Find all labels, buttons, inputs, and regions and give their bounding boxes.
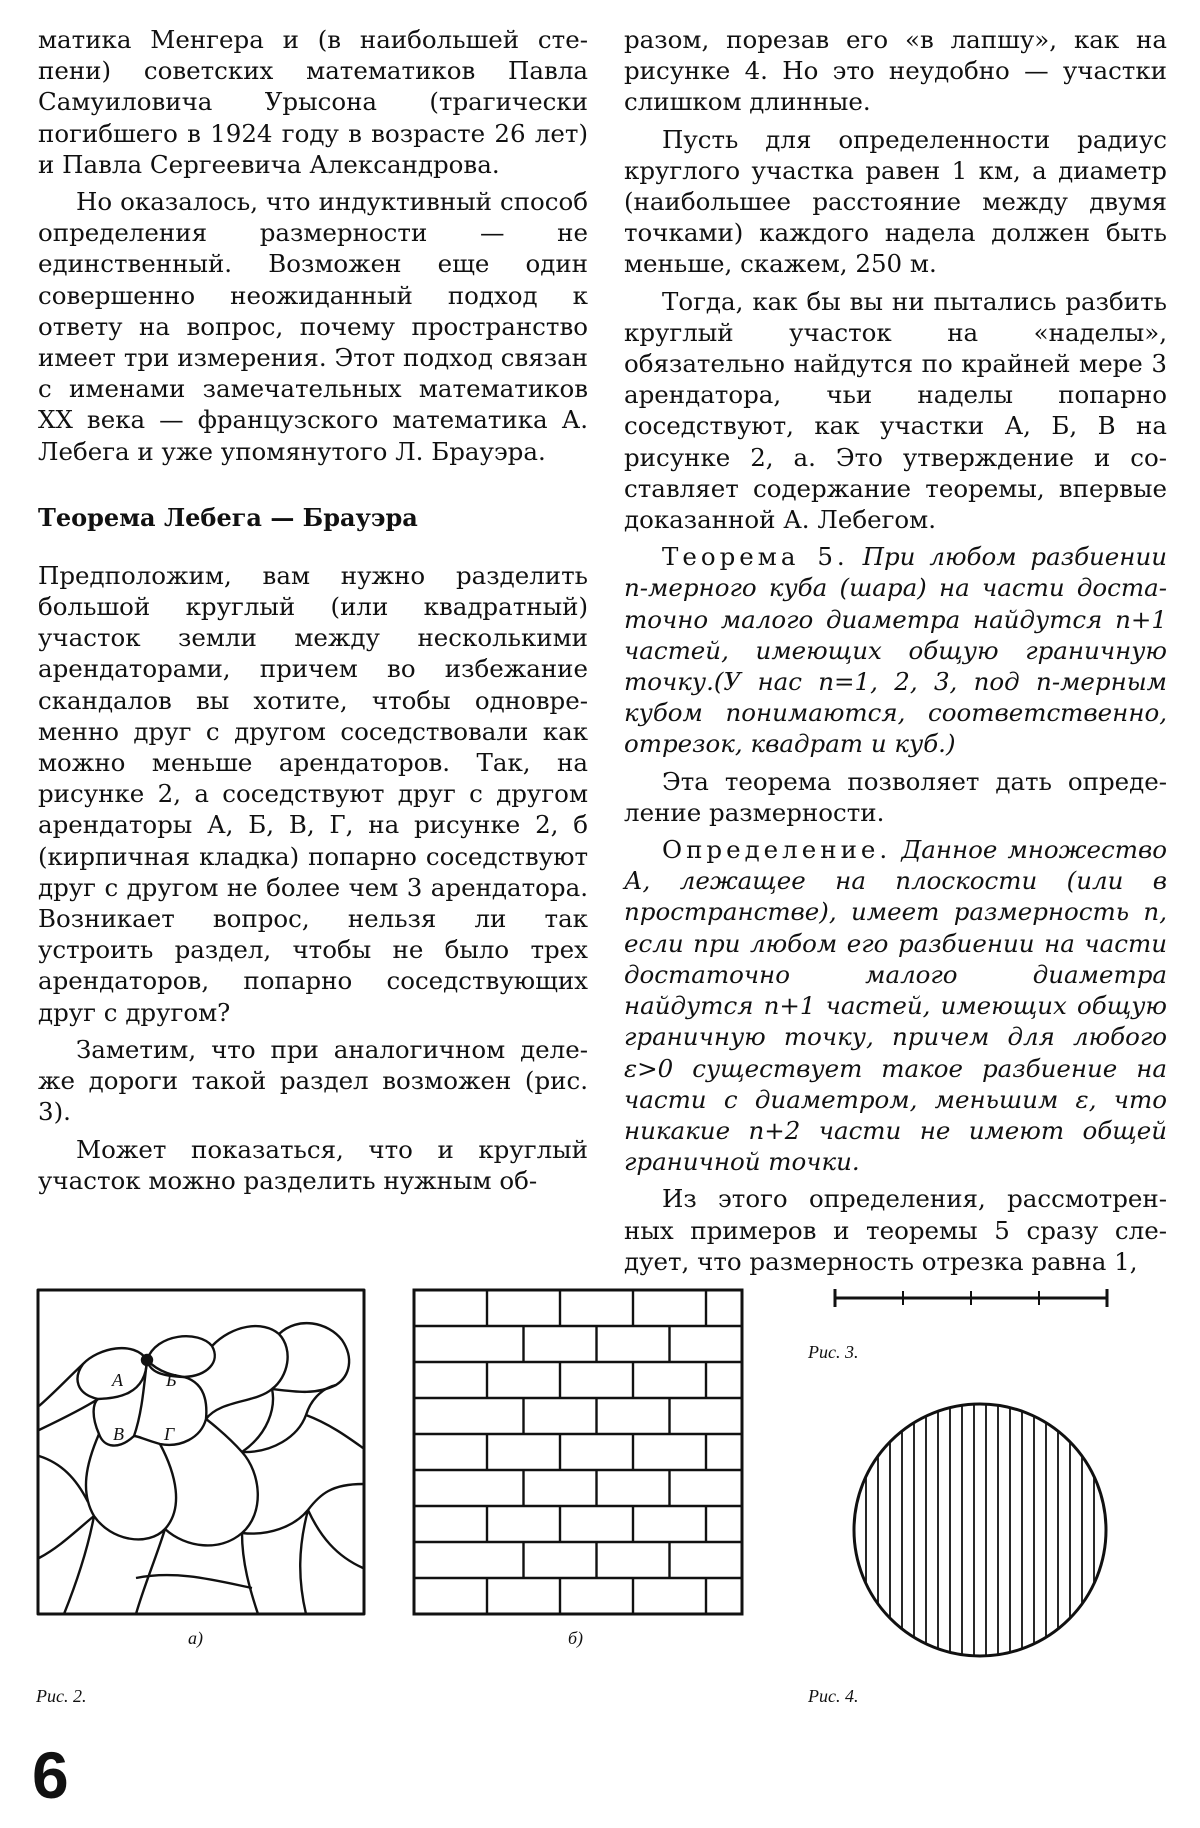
paragraph: Предположим, вам нужно разделить большой круглый (или квадратный) участок земли между несколькими арендаторами, причем во избежание скандалов вы хотите, чтобы одновременно друг с другом соседствовали как можно меньше арендаторов. Так, на рисунке 2, а соседствуют друг с другом арендаторы А, Б, В, Г, на рисунке 2, б (кирпичная кладка) попарно соседствуют друг с другом не более чем 3 арендатора. Возникает вопрос, нельзя ли так устроить раздел, чтобы не было трех арендаторов, попарно соседствующих друг с другом? — [38, 560, 588, 1027]
paragraph: Из этого определения, рассмотренных примеров и теоремы 5 сразу следует, что размерность отрезка равна 1, — [624, 1184, 1167, 1276]
right-column — [624, 24, 1167, 1277]
definition-label: Определение. — [662, 835, 892, 865]
definition-text: Данное множество А, лежащее на плоскости (или в пространстве), имеет размерность n, если при любом его разбиении на части достаточно малого диаметра найдутся n+1 частей, имеющих общую граничную точку, причем для любого ε>0 существует такое разбиение на части с диаметром, меньшим ε, что никакие n+2 части не имеют общей граничной точки. — [624, 835, 1167, 1177]
figure-4-caption: Рис. 4. — [808, 1686, 859, 1706]
figure-2b-brickwall — [412, 1288, 744, 1616]
paragraph: Но оказалось, что индуктивный способ определения размерности — не единственный. Возможен еще один совершенно неожиданный подход к ответу на вопрос, почему пространство имеет три измерения. Этот подход связан с именами замечательных математиков XX века — французского математика А. Лебега и уже упомянутого Л. Брауэра. — [38, 187, 588, 466]
left-column — [38, 24, 588, 1196]
region-label-g: Г — [164, 1424, 175, 1444]
figure-2b-sublabel: б) — [568, 1628, 584, 1648]
page-number: 6 — [32, 1738, 69, 1812]
figure-4-striped-circle — [850, 1400, 1110, 1660]
region-label-a: А — [112, 1370, 123, 1390]
figure-3-caption: Рис. 3. — [808, 1342, 859, 1362]
paragraph: разом, порезав его «в лапшу», как на рисунке 4. Но это неудобно — участки слишком длинные. — [624, 25, 1167, 117]
theorem-text: При любом разбиении n-мерного куба (шара) на части достаточно малого диаметра найдутся n+1 частей, имеющих общую граничную точку.(У нас n=1, 2, 3, под n-мерным кубом понимаются, соответственно, отрезок, квадрат и куб.) — [624, 542, 1168, 759]
section-heading: Теорема Лебега — Брауэра — [38, 502, 418, 532]
theorem-paragraph — [624, 541, 1167, 759]
figure-3-segment — [832, 1286, 1110, 1310]
paragraph: Пусть для определенности радиус круглого участка равен 1 км, а диаметр (наибольшее расстояние между двумя точками) каждого надела должен быть меньше, скажем, 250 м. — [624, 124, 1167, 279]
common-boundary-point — [142, 1355, 152, 1365]
figure-2a-sublabel: а) — [188, 1628, 203, 1648]
region-label-b: Б — [166, 1370, 177, 1390]
figure-2a-partition — [36, 1288, 366, 1616]
paragraph: Эта теорема позволяет дать определение размерности. — [624, 766, 1167, 827]
figure-2-caption: Рис. 2. — [36, 1686, 87, 1706]
region-label-v: В — [113, 1424, 124, 1444]
brickwall-frame — [414, 1290, 742, 1614]
definition-paragraph — [624, 834, 1167, 1177]
paragraph: Может показаться, что и круглый участок можно разделить нужным об- — [38, 1134, 588, 1195]
paragraph: матика Менгера и (в наибольшей степени) советских математиков Павла Самуиловича Урысона (трагически погибшего в 1924 году в возрасте 26 лет) и Павла Сергеевича Александрова. — [38, 25, 588, 179]
theorem-label: Теорема 5. — [662, 542, 849, 572]
paragraph: Заметим, что при аналогичном дележе дороги такой раздел возможен (рис. 3). — [38, 1034, 588, 1127]
circle-outline — [854, 1404, 1106, 1656]
paragraph: Тогда, как бы вы ни пытались разбить круглый участок на «наделы», обязательно найдутся по крайней мере 3 арендатора, чьи наделы попарно соседствуют, как участки А, Б, В на рисунке 2, а. Это утверждение и составляет содержание теоремы, впервые доказанной А. Лебегом. — [624, 286, 1167, 535]
